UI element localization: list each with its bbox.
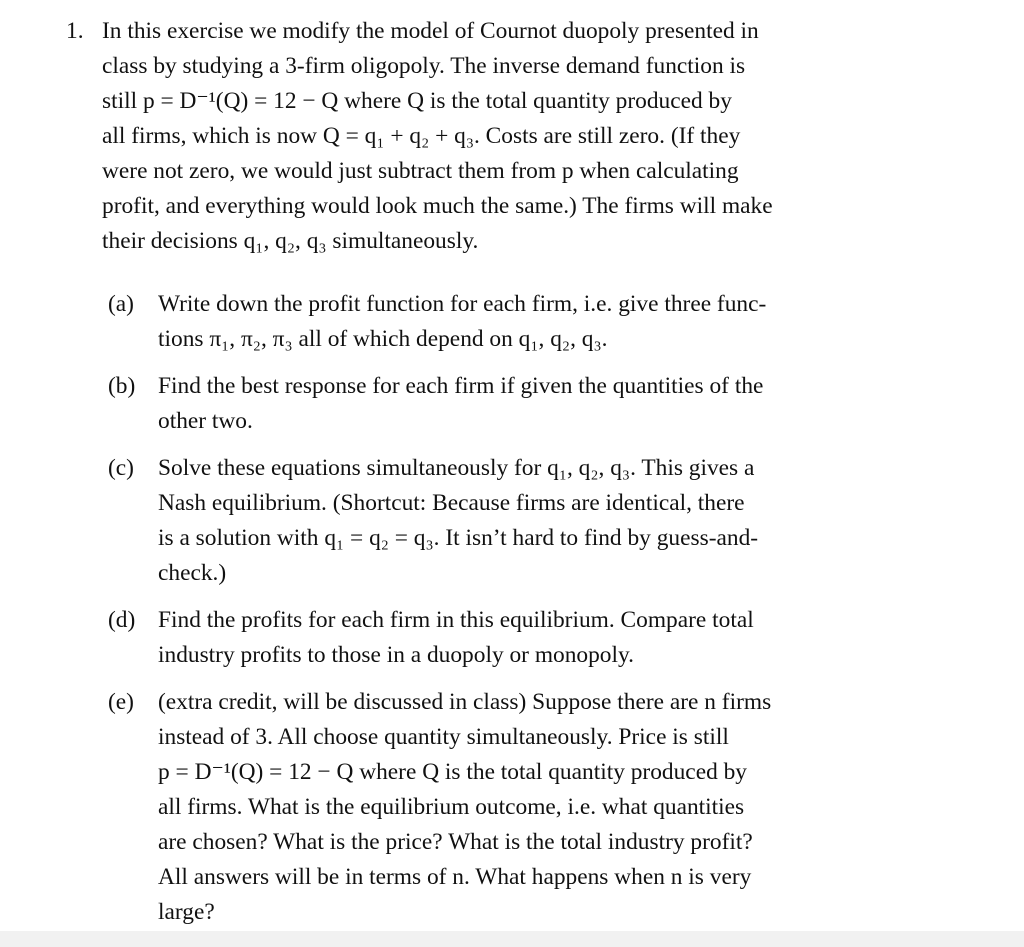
part-e: [108, 685, 898, 930]
subparts-list: [108, 287, 898, 942]
part-line: other two.: [158, 408, 253, 434]
problem-line: were not zero, we would just subtract them from p when calculating: [102, 158, 739, 184]
part-line: Find the profits for each firm in this equilibrium. Compare total: [158, 607, 754, 633]
part-line: are chosen? What is the price? What is the total industry profit?: [158, 829, 753, 855]
part-line: industry profits to those in a duopoly or monopoly.: [158, 642, 635, 668]
part-label: (c): [108, 455, 134, 481]
part-text: [158, 287, 898, 357]
problem-line: their decisions q₁, q₂, q₃ simultaneously.: [102, 228, 479, 254]
part-label: (e): [108, 689, 134, 715]
part-line: Find the best response for each firm if given the quantities of the: [158, 373, 764, 399]
part-line: All answers will be in terms of n. What happens when n is very: [158, 864, 752, 890]
part-text: [158, 369, 898, 439]
part-line: Write down the profit function for each firm, i.e. give three func-: [158, 291, 767, 317]
bottom-edge-strip: [0, 931, 1024, 947]
part-d: [108, 603, 898, 673]
part-line: large?: [158, 899, 215, 925]
part-line: is a solution with q₁ = q₂ = q₃. It isn’t hard to find by guess-and-: [158, 525, 759, 551]
problem-line: In this exercise we modify the model of Cournot duopoly presented in: [102, 18, 759, 44]
part-line: p = D⁻¹(Q) = 12 − Q where Q is the total quantity produced by: [158, 759, 748, 785]
problem-line: profit, and everything would look much the same.) The firms will make: [102, 193, 773, 219]
problem-line: class by studying a 3-firm oligopoly. The inverse demand function is: [102, 53, 746, 79]
part-label: (b): [108, 373, 136, 399]
problem-line: still p = D⁻¹(Q) = 12 − Q where Q is the total quantity produced by: [102, 88, 732, 114]
problem-1: [66, 14, 898, 259]
part-label: (d): [108, 607, 136, 633]
part-text: [158, 603, 898, 673]
problem-line: all firms, which is now Q = q₁ + q₂ + q₃. Costs are still zero. (If they: [102, 123, 741, 149]
problem-number: 1.: [66, 18, 84, 44]
part-text: [158, 685, 898, 930]
part-line: (extra credit, will be discussed in class) Suppose there are n firms: [158, 689, 772, 715]
part-line: Solve these equations simultaneously for q₁, q₂, q₃. This gives a: [158, 455, 755, 481]
part-c: [108, 451, 898, 591]
part-line: check.): [158, 560, 227, 586]
part-line: instead of 3. All choose quantity simultaneously. Price is still: [158, 724, 729, 750]
part-text: [158, 451, 898, 591]
part-line: Nash equilibrium. (Shortcut: Because firms are identical, there: [158, 490, 745, 516]
part-a: [108, 287, 898, 357]
part-b: [108, 369, 898, 439]
part-line: tions π₁, π₂, π₃ all of which depend on q₁, q₂, q₃.: [158, 326, 608, 352]
part-line: all firms. What is the equilibrium outcome, i.e. what quantities: [158, 794, 745, 820]
problem-statement: [102, 14, 898, 259]
part-label: (a): [108, 291, 134, 317]
